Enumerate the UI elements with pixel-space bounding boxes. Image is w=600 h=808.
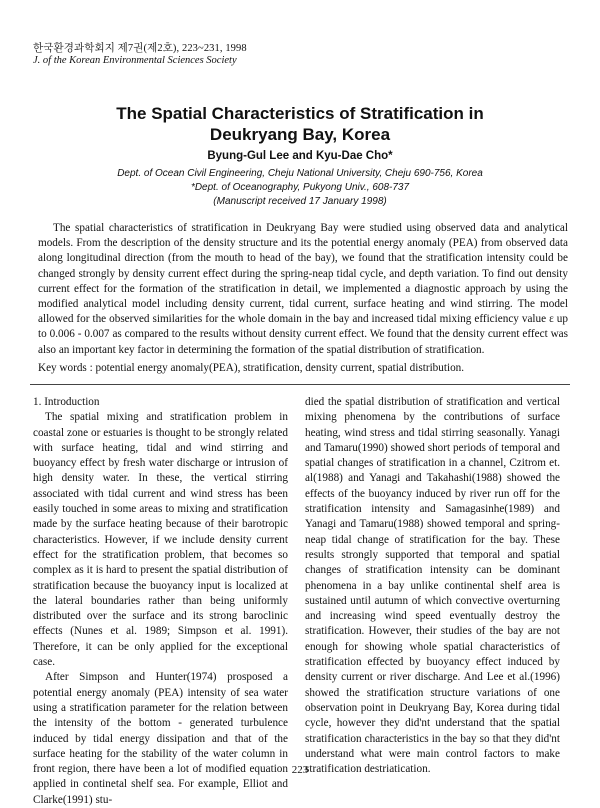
manuscript-received: (Manuscript received 17 January 1998): [213, 196, 387, 207]
author-list: Byung-Gul Lee and Kyu-Dae Cho*: [207, 150, 393, 162]
intro-paragraph-1: The spatial mixing and stratification problem in coastal zone or estuaries is thought to be strongly related with surface heating, tidal and wind stirring and buoyancy effect by fresh water discharge or intrusion of high density water. In these, the vertical stirring associated with tidal current and wind stress has been easily touched in some areas to mixing and stratification made by the surface heating because of their barotropic characteristics. However, if we include density current effect for the stratification problem, that becomes so complex as it is hard to present the spatial distribution of stratification because the buoyancy input is localized at the lateral boundaries rather than being uniformly distributed over the surface and its strong baroclinic effects (Nunes et al. 1989; Simpson et al. 1991). Therefore, it can be only applied for the exceptional case.: [33, 411, 288, 669]
keywords: Key words : potential energy anomaly(PEA), stratification, density current, spatial distribution.: [38, 362, 465, 374]
paper-title: [0, 103, 600, 145]
journal-name-english: J. of the Korean Environmental Sciences Society: [33, 55, 237, 66]
right-column: [305, 395, 560, 777]
title-line-2: Deukryang Bay, Korea: [209, 125, 391, 144]
abstract: The spatial characteristics of stratification in Deukryang Bay were studied using observed data and analytical models. From the description of the density structure and its the potential energy anomaly (PEA) from observed data along longitudinal direction (from the mouth to head of the bay), we found that the stratification intensity could be changed strongly by density current effect during the spring-neap tidal cycle, and depth variation. To find out density current effect for the formation of the stratification in detail, we implemented a diagnostic approach by using the modified analytical model including density current, tidal current, surface heating and wind stirring. The model allowed for the observed similarities for the whole domain in the bay and increased tidal mixing efficiency value ε up to 0.006 - 0.007 as compared to the results without density current effect. We found that the density current effect was also an important key factor in determining the formation of the spatial distribution of stratification.: [38, 222, 568, 356]
affiliation-1: Dept. of Ocean Civil Engineering, Cheju National University, Cheju 690-756, Korea: [117, 168, 483, 179]
section-heading-introduction: 1. Introduction: [33, 396, 100, 408]
affiliation-2: *Dept. of Oceanography, Pukyong Univ., 608-737: [190, 182, 410, 193]
journal-citation-korean: 한국환경과학회지 제7권(제2호), 223~231, 1998: [33, 43, 247, 54]
divider-rule: [30, 384, 570, 385]
page-number: 223: [291, 764, 309, 776]
intro-paragraph-continued: died the spatial distribution of stratification and vertical mixing phenomena by the contributions of surface heating, wind stress and tidal stirring seasonally. Yanagi and Tamaru(1990) showed short periods of temporal and spatial changes of stratification in a channel, Czitrom et. al(1988) and Yanagi and Takahashi(1988) showed the effects of the buoyancy induced by river run off for the stratification intensity and Samagasinhe(1989) and Yanagi and Tamaru(1988) showed temporal and spring-neap tidal change of stratification for the bay. These results strongly supported that temporal and spatial changes of stratification intensity can be dominant phenomena in a bay unlike continental shelf area is sustained until autumn of which convective overturning and increasing wind speed eventually destroy the stratification. However, their studies of the bay are not enough for showing whole spatial characteristics of stratification effected by buoyancy effect induced by density current or river discharge. And Lee et al.(1996) showed the stratification structure variations of one observation point in Deukryang Bay, Korea during tidal cycle, however they did'nt understand that the spatial stratification characteristics in the bay so that they did'nt understand what were main control factors to make stratification destriatication.: [305, 396, 560, 776]
left-column: [33, 395, 288, 808]
title-line-1: The Spatial Characteristics of Stratification in: [116, 104, 484, 123]
intro-paragraph-2: After Simpson and Hunter(1974) prosposed a potential energy anomaly (PEA) intensity of sea water using a stratification parameter for the relation between the intensity of the bottom - generated turbulence induced by tidal energy dissipation and that of the surface heating for the stability of the water column in front region, there have been a lot of modified equation applied in continetal shelf sea. For example, Elliot and Clarke(1991) stu-: [33, 671, 288, 806]
